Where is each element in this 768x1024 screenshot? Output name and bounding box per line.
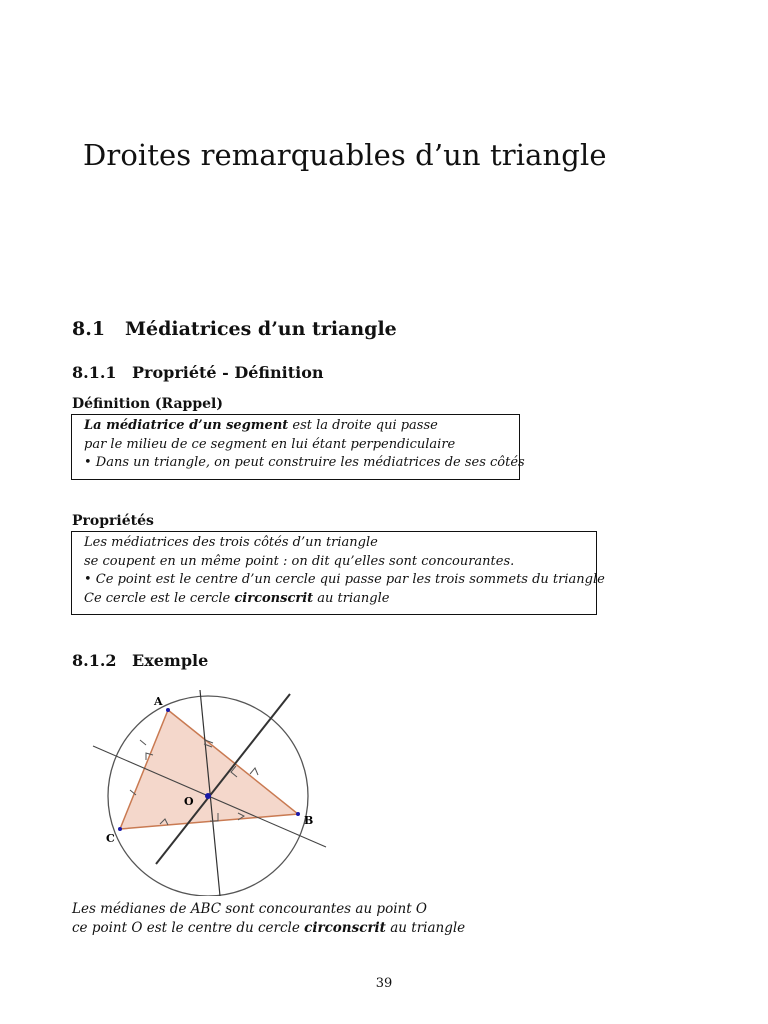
section-heading bbox=[72, 318, 397, 340]
section-title: Médiatrices d’un triangle bbox=[125, 318, 397, 340]
figure-caption bbox=[72, 900, 465, 937]
page-number: 39 bbox=[375, 976, 393, 991]
properties-line-3: • Ce point est le centre d’un cercle qui passe par les trois sommets du triangle bbox=[84, 572, 605, 587]
definition-line-2: par le milieu de ce segment en lui étant perpendiculaire bbox=[84, 436, 456, 452]
subsection-title: Propriété - Définition bbox=[132, 363, 324, 382]
label-b: B bbox=[304, 814, 314, 827]
definition-term: La médiatrice d’un segment bbox=[84, 418, 289, 433]
subsection-number: 8.1.2 bbox=[72, 651, 117, 670]
point-c bbox=[118, 827, 122, 831]
subsection-heading-property bbox=[72, 363, 324, 382]
section-number: 8.1 bbox=[72, 318, 106, 340]
caption-line-2 bbox=[72, 919, 465, 938]
definition-box bbox=[71, 414, 525, 480]
label-a: A bbox=[154, 695, 163, 708]
circumcircle-figure bbox=[90, 684, 330, 896]
properties-line-2: se coupent en un même point : on dit qu’elles sont concourantes. bbox=[84, 553, 515, 569]
point-a bbox=[166, 708, 170, 712]
properties-line-4-bold: circonscrit bbox=[234, 590, 314, 606]
properties-line-4-end: au triangle bbox=[313, 590, 390, 606]
definition-line-1-rest: est la droite qui passe bbox=[288, 418, 438, 433]
caption-line-2-end: au triangle bbox=[385, 919, 466, 936]
caption-line-1: Les médianes de ABC sont concourantes au point O bbox=[72, 901, 428, 917]
point-o bbox=[205, 793, 211, 799]
caption-line-2-bold: circonscrit bbox=[304, 919, 386, 936]
label-c: C bbox=[106, 832, 115, 845]
subsection-number: 8.1.1 bbox=[72, 363, 117, 382]
properties-line-4-start: Ce cercle est le cercle bbox=[84, 590, 235, 606]
definition-line-3: • Dans un triangle, on peut construire les médiatrices de ses côtés bbox=[84, 455, 525, 470]
properties-line-4 bbox=[84, 590, 584, 609]
caption-line-2-start: ce point O est le centre du cercle bbox=[72, 919, 305, 936]
definition-label: Définition (Rappel) bbox=[72, 396, 223, 412]
chapter-title: Droites remarquables d’un triangle bbox=[83, 138, 607, 172]
properties-label: Propriétés bbox=[72, 513, 154, 529]
label-o: O bbox=[184, 795, 194, 808]
properties-box bbox=[71, 531, 605, 615]
properties-line-1: Les médiatrices des trois côtés d’un triangle bbox=[84, 535, 378, 550]
subsection-title: Exemple bbox=[132, 651, 209, 670]
definition-line-1 bbox=[84, 417, 507, 436]
subsection-heading-example bbox=[72, 651, 208, 670]
point-b bbox=[296, 812, 300, 816]
